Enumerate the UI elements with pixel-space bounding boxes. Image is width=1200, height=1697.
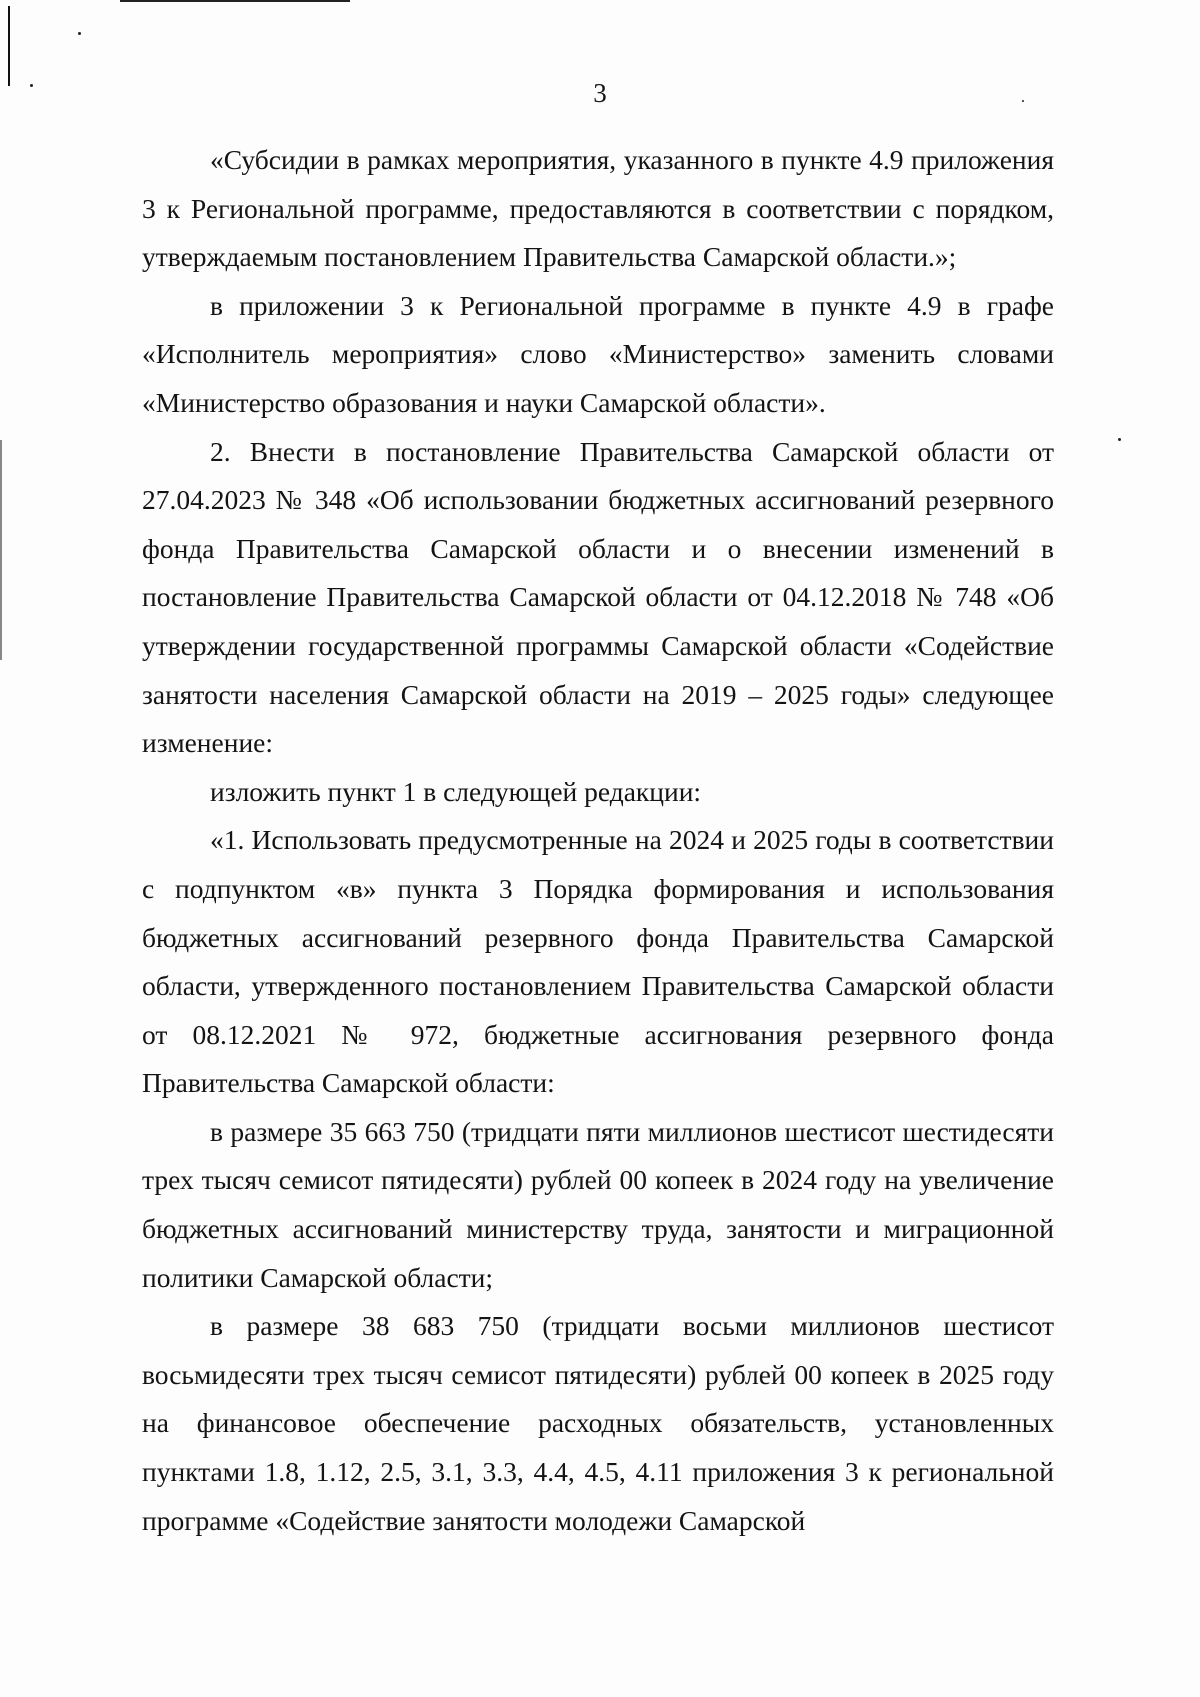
scan-speck [1118,438,1121,441]
paragraph-subsidies: «Субсидии в рамках мероприятия, указанного в пункте 4.9 приложения 3 к Региональной программе, предоставляются в соответствии с порядком, утверждаемым постановлением Правительства Самарской области.»; [142,144,1054,273]
document-body [142,136,1054,1545]
paragraph-amount-2025: в размере 38 683 750 (тридцати восьми миллионов шестисот восьмидесяти трех тысяч семисот пятидесяти) рублей 00 копеек в 2025 году на финансовое обеспечение расходных обязательств, установленных пунктами 1.8, 1.12, 2.5, 3.1, 3.3, 4.4, 4.5, 4.11 приложения 3 к региональной программе «Содействие занятости молодежи Самарской [142,1310,1054,1536]
paragraph-new-item-1: «1. Использовать предусмотренные на 2024 и 2025 годы в соответствии с подпунктом «в» пункта 3 Порядка формирования и использования бюджетных ассигнований резервного фонда Правительства Самарской области, утвержденного постановлением Правительства Самарской области от 08.12.2021 № 972, бюджетные ассигнования резервного фонда Правительства Самарской области: [142,824,1054,1099]
scan-edge-artifact [120,0,350,2]
paragraph-amount-2024: в размере 35 663 750 (тридцати пяти миллионов шестисот шестидесяти трех тысяч семисот пятидесяти) рублей 00 копеек в 2024 году на увеличение бюджетных ассигнований министерству труда, занятости и миграционной политики Самарской области; [142,1115,1054,1293]
scan-edge-artifact [0,440,2,660]
paragraph-appendix-3-change: в приложении 3 к Региональной программе в пункте 4.9 в графе «Исполнитель мероприятия» слово «Министерство» заменить словами «Министерство образования и науки Самарской области». [142,289,1054,418]
paragraph-restate-item-1: изложить пункт 1 в следующей редакции: [210,775,702,807]
scan-speck [78,32,81,35]
paragraph-item-2: 2. Внести в постановление Правительства Самарской области от 27.04.2023 № 348 «Об использовании бюджетных ассигнований резервного фонда Правительства Самарской области и о внесении изменений в постановление Правительства Самарской области от 04.12.2018 № 748 «Об утверждении государственной программы Самарской области «Содействие занятости населения Самарской области на 2019 – 2025 годы» следующее изменение: [142,435,1054,759]
page-number: 3 [593,78,607,108]
scan-edge-artifact [8,6,10,86]
